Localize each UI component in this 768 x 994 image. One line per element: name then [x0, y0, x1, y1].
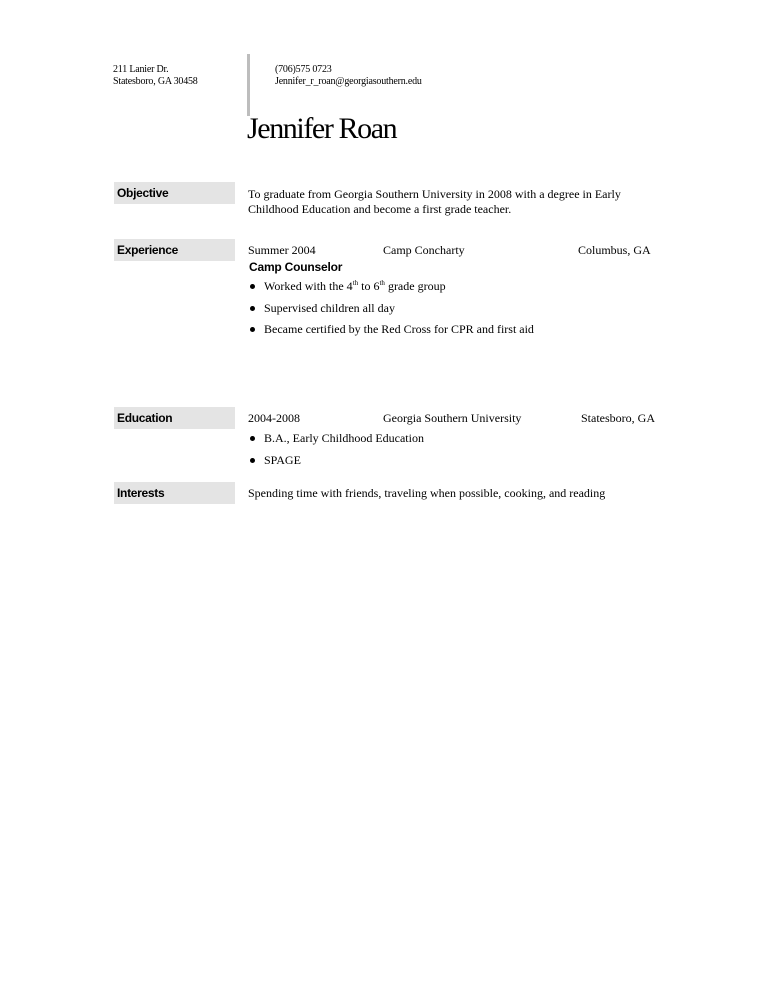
email-address: Jennifer_r_roan@georgiasouthern.edu — [275, 76, 422, 87]
bullet-dot-icon — [250, 284, 255, 289]
education-dates: 2004-2008 — [248, 411, 300, 425]
resume-name: Jennifer Roan — [247, 112, 397, 145]
education-location: Statesboro, GA — [581, 411, 655, 425]
experience-bullet-2 — [248, 301, 395, 316]
address-block — [113, 64, 198, 88]
ordinal-suffix: th — [379, 279, 385, 287]
interests-heading: Interests — [114, 482, 235, 504]
bullet-dot-icon — [250, 327, 255, 332]
interests-text: Spending time with friends, traveling when possible, cooking, and reading — [248, 486, 606, 500]
experience-bullet-1 — [248, 279, 446, 294]
experience-job-title: Camp Counselor — [249, 260, 343, 274]
bullet-text: B.A., Early Childhood Education — [264, 431, 424, 445]
experience-bullet-3 — [248, 322, 534, 337]
phone-number: (706)575 0723 — [275, 64, 332, 75]
bullet-text-part: grade group — [384, 279, 446, 293]
education-organization: Georgia Southern University — [383, 411, 522, 425]
experience-location: Columbus, GA — [578, 243, 651, 257]
bullet-text: SPAGE — [264, 453, 301, 467]
education-heading: Education — [114, 407, 235, 429]
bullet-dot-icon — [250, 458, 255, 463]
contact-block — [275, 64, 422, 88]
header-divider — [247, 54, 250, 116]
address-line-2: Statesboro, GA 30458 — [113, 76, 198, 87]
objective-text: To graduate from Georgia Southern University in 2008 with a degree in Early Childhood Education and become a first grade teacher. — [248, 187, 621, 216]
ordinal-suffix: th — [352, 279, 359, 287]
address-line-1: 211 Lanier Dr. — [113, 64, 169, 75]
bullet-dot-icon — [250, 436, 255, 441]
bullet-text: Supervised children all day — [264, 301, 395, 315]
experience-dates: Summer 2004 — [248, 243, 316, 257]
experience-heading: Experience — [114, 239, 235, 261]
bullet-text-part: Worked with the 4 — [264, 279, 353, 293]
experience-organization: Camp Concharty — [383, 243, 465, 257]
bullet-text-part: to 6 — [358, 279, 380, 293]
education-bullet-2 — [248, 453, 301, 468]
objective-heading: Objective — [114, 182, 235, 204]
bullet-text: Became certified by the Red Cross for CPR and first aid — [264, 322, 534, 336]
education-bullet-1 — [248, 431, 424, 446]
bullet-dot-icon — [250, 306, 255, 311]
